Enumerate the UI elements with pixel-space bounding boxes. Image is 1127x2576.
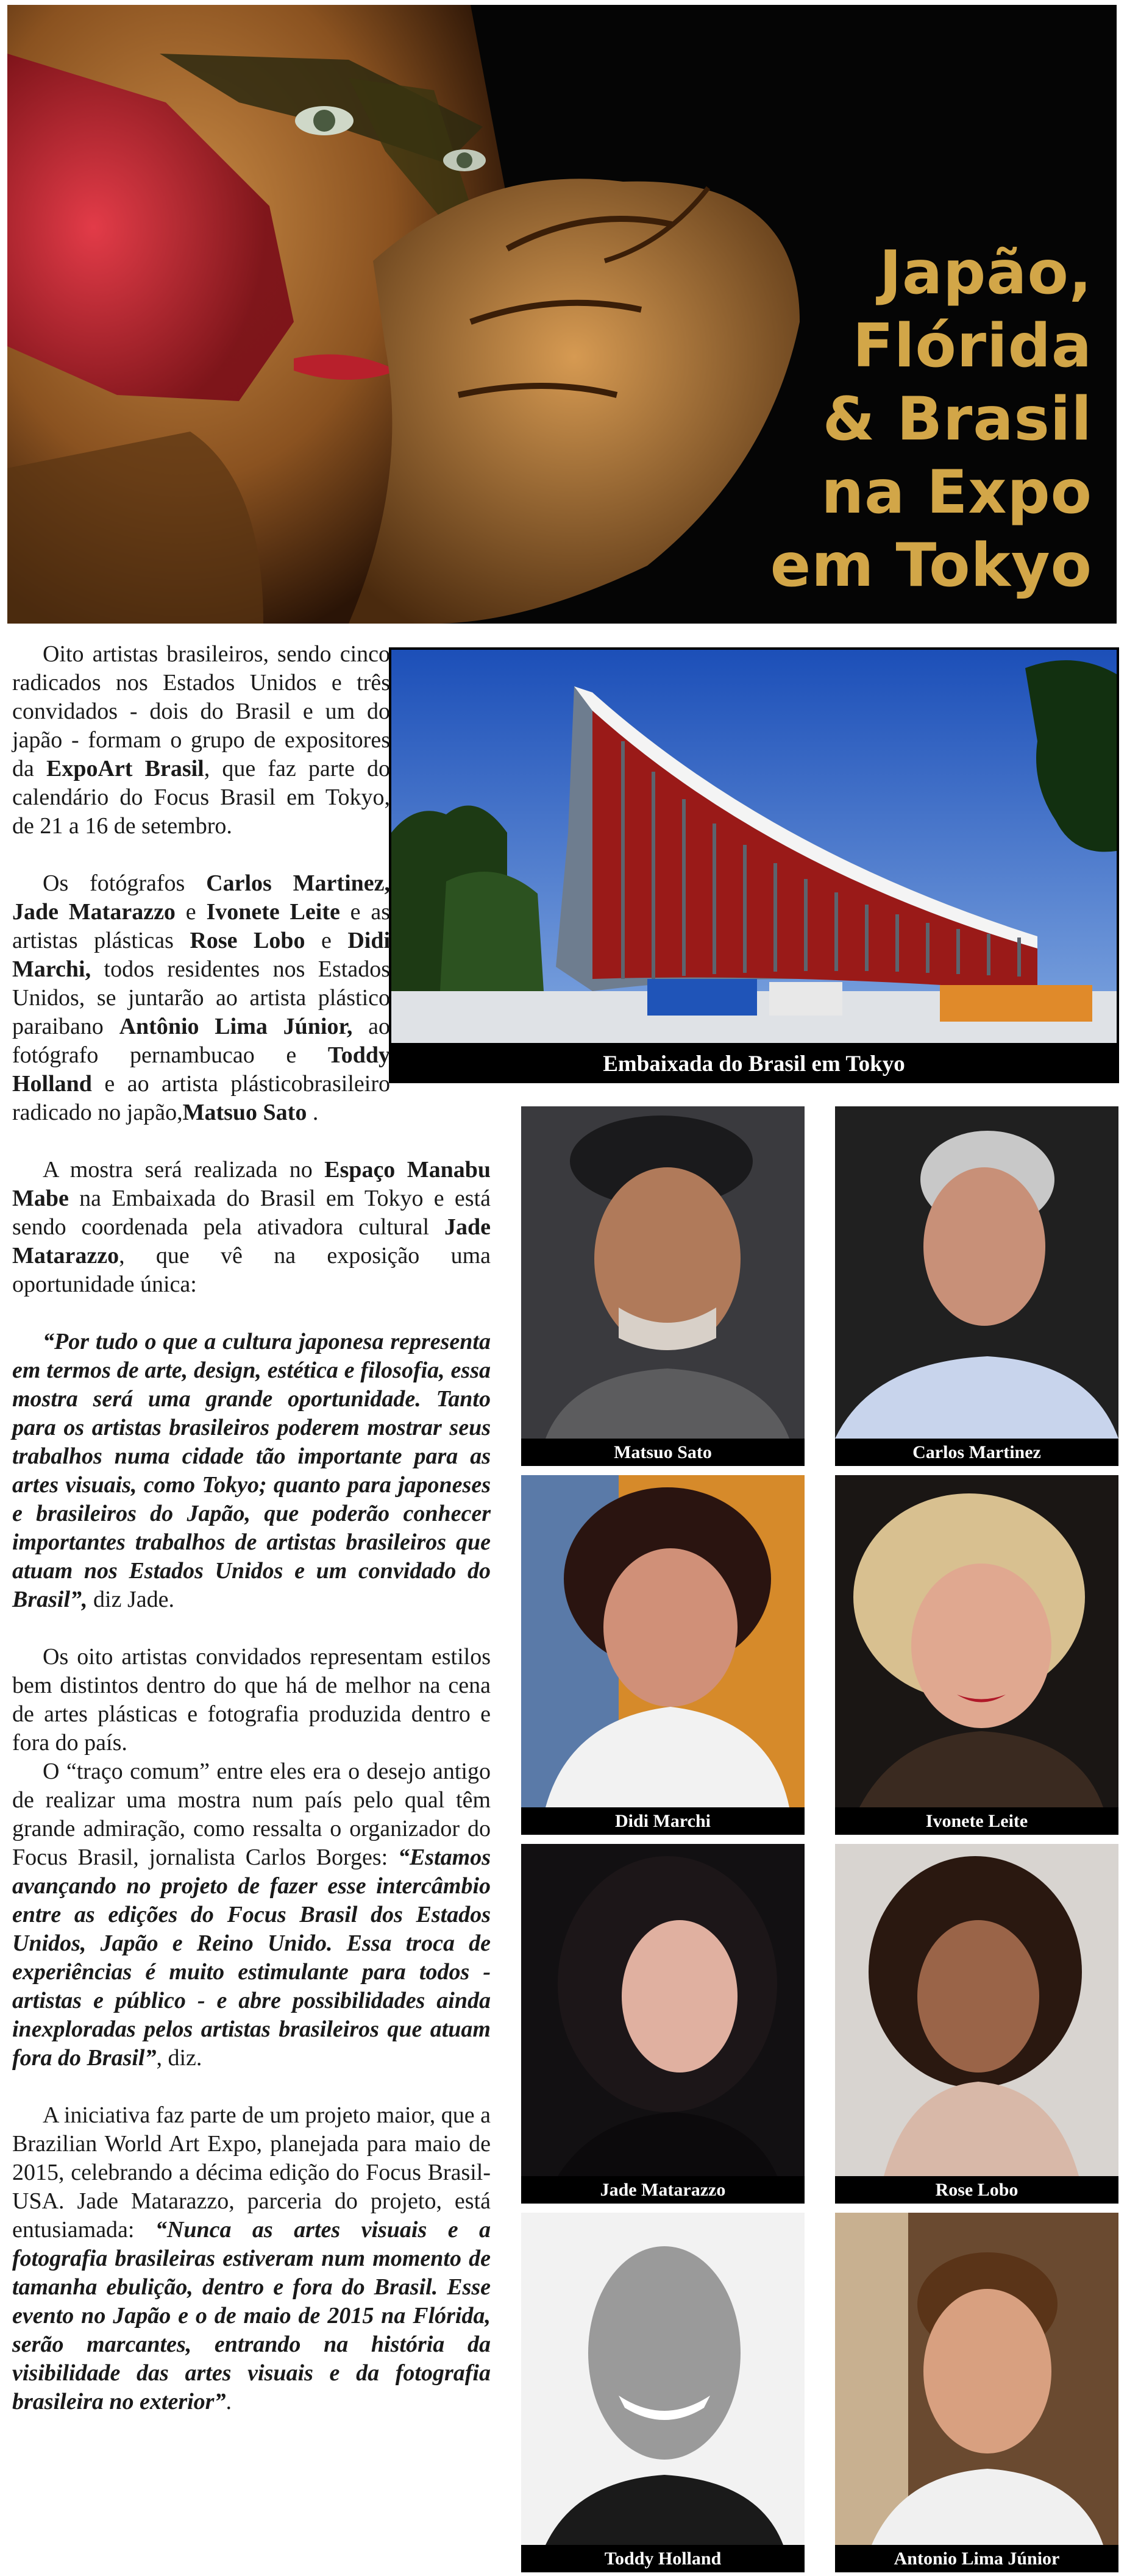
- embassy-caption: Embaixada do Brasil em Tokyo: [603, 1051, 905, 1076]
- portrait-card: [521, 1844, 805, 2204]
- portrait-name: Toddy Holland: [604, 2549, 722, 2569]
- article-body: [12, 640, 491, 2445]
- portrait-photo: [521, 1106, 805, 1439]
- hero-title: [666, 237, 1092, 602]
- article-paragraph: Os oito artistas convidados representam estilos bem distintos dentro do que há de melhor na cena de artes plásticas e fotografia produzida dentro e fora do país.: [12, 1644, 491, 1756]
- portrait-name: Rose Lobo: [935, 2180, 1019, 2200]
- hero-title-line: Flórida: [852, 311, 1092, 381]
- portrait-name: Matsuo Sato: [614, 1442, 712, 1462]
- embassy-image: [391, 650, 1117, 1043]
- portrait-photo: [835, 2213, 1118, 2545]
- portrait-card: [835, 1475, 1118, 1835]
- hero-title-line: em Tokyo: [770, 531, 1092, 600]
- portrait-name: Carlos Martinez: [912, 1442, 1041, 1462]
- portrait-card: [835, 2213, 1118, 2572]
- hero-title-line: Japão,: [879, 238, 1092, 308]
- article-paragraph: Oito artistas brasileiros, sendo cinco radicados nos Estados Unidos e três convidados - dois do Brasil e um do japão - formam o grupo de expositores da ExpoArt Brasil, que faz parte do calendário do Focus Brasil em Tokyo, de 21 a 16 de setembro.: [12, 641, 390, 839]
- article-paragraph: A mostra será realizada no Espaço Manabu Mabe na Embaixada do Brasil em Tokyo e está sendo coordenada pela ativadora cultural Jade Matarazzo, que vê na exposição uma oportunidade única:: [12, 1157, 491, 1297]
- portrait-card: [835, 1106, 1118, 1466]
- hero-title-line: na Expo: [821, 458, 1092, 527]
- portrait-card: [521, 1106, 805, 1466]
- hero-banner: [7, 5, 1117, 624]
- embassy-photo: [389, 647, 1119, 1083]
- portrait-photo: [835, 1475, 1118, 1807]
- article-quote: “Por tudo o que a cultura japonesa representa em termos de arte, design, estética e filosofia, essa mostra será uma grande oportunidade. Tanto para os artistas brasileiros poderem mostrar seus trabalhos numa cidade tão importante para as artes visuais, como Tokyo; quanto para japoneses e brasileiros do Japão, que poderão conhecer importantes trabalhos de artistas brasileiros que atuam nos Estados Unidos e um convidado do Brasil”, diz Jade.: [12, 1329, 491, 1612]
- portrait-photo: [521, 1475, 805, 1807]
- article-paragraph: A iniciativa faz parte de um projeto maior, que a Brazilian World Art Expo, planejada para maio de 2015, celebrando a décima edição do Focus Brasil-USA. Jade Matarazzo, parceria do projeto, está entusiamada: “Nunca as artes visuais e a fotografia brasileiras estiveram num momento de tamanha ebulição, dentro e fora do Brasil. Esse evento no Japão e o de maio de 2015 na Flórida, serão marcantes, entrando na história da visibilidade das artes visuais e da fotografia brasileira no exterior”.: [12, 2102, 491, 2414]
- portrait-photo: [835, 1106, 1118, 1439]
- article-paragraph: O “traço comum” entre eles era o desejo antigo de realizar uma mostra num país pelo qual têm grande admiração, como ressalta o organizador do Focus Brasil, jornalista Carlos Borges: “Estamos avançando no projeto de fazer esse intercâmbio entre as edições do Focus Brasil dos Estados Unidos, Japão e Reino Unido. Essa troca de experiências é muito estimulante para todos - artistas e público - e abre possibilidades ainda inexploradas pelos artistas brasileiros que atuam fora do Brasil”, diz.: [12, 1759, 491, 2071]
- portrait-photo: [835, 1844, 1118, 2176]
- portrait-name: Didi Marchi: [615, 1811, 711, 1831]
- portrait-name: Ivonete Leite: [925, 1811, 1028, 1831]
- hero-title-line: & Brasil: [822, 385, 1092, 454]
- article-paragraph: Os fotógrafos Carlos Martinez, Jade Matarazzo e Ivonete Leite e as artistas plásticas Rose Lobo e Didi Marchi, todos residentes nos Estados Unidos, se juntarão ao artista plástico paraibano Antônio Lima Júnior, ao fotógrafo pernambucao e Toddy Holland e ao artista plásticobrasileiro radicado no japão,Matsuo Sato .: [12, 870, 391, 1125]
- portrait-card: [521, 2213, 805, 2572]
- portrait-name: Antonio Lima Júnior: [894, 2549, 1060, 2569]
- portrait-card: [521, 1475, 805, 1835]
- portrait-card: [835, 1844, 1118, 2204]
- portrait-name: Jade Matarazzo: [600, 2180, 726, 2200]
- portrait-photo: [521, 2213, 805, 2545]
- portrait-photo: [521, 1844, 805, 2176]
